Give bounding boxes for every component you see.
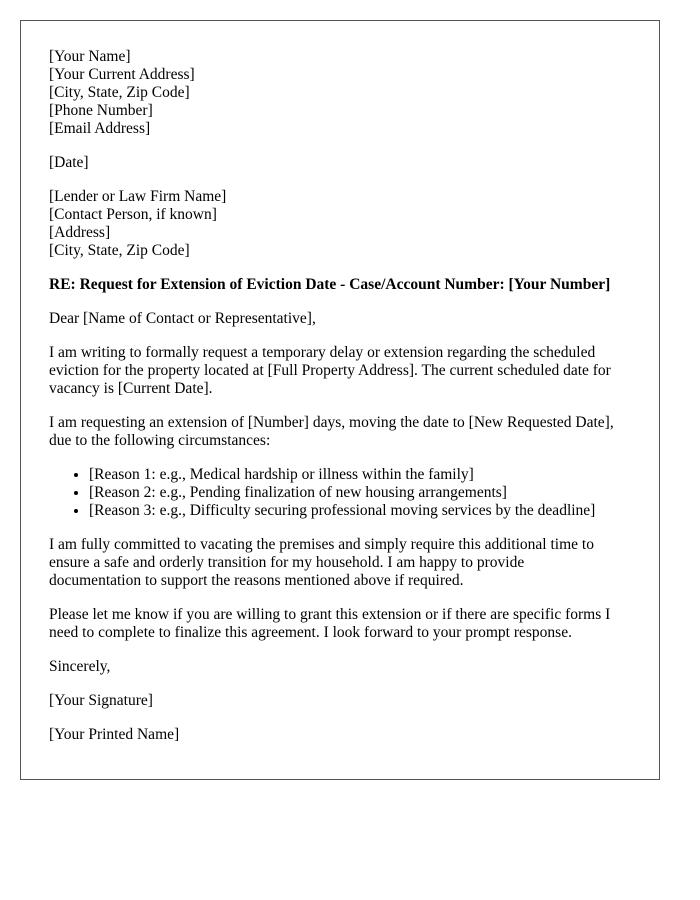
reason-item: • [Reason 3: e.g., Difficulty securing professional moving services by the deadline] [89, 502, 649, 520]
commitment-paragraph [49, 536, 649, 590]
sender-name: [Your Name] [49, 48, 131, 65]
date-block [49, 154, 649, 172]
intro-line: vacancy is [Current Date]. [49, 380, 213, 397]
intro-line: eviction for the property located at [Full Property Address]. The current scheduled date for [49, 362, 611, 379]
closing-line: need to complete to finalize this agreement. I look forward to your prompt response. [49, 624, 572, 641]
recipient-name: [Lender or Law Firm Name] [49, 188, 227, 205]
closing-paragraph [49, 606, 649, 642]
request-paragraph [49, 414, 649, 450]
request-line: due to the following circumstances: [49, 432, 271, 449]
commitment-line: I am fully committed to vacating the premises and simply require this additional time to [49, 536, 594, 553]
recipient-address: [Address] [49, 224, 111, 241]
letter-body [49, 48, 649, 760]
letter-date: [Date] [49, 154, 89, 171]
recipient-block [49, 188, 649, 260]
closing-line: Please let me know if you are willing to grant this extension or if there are specific forms I [49, 606, 611, 623]
request-line: I am requesting an extension of [Number] days, moving the date to [New Requested Date], [49, 414, 614, 431]
intro-paragraph [49, 344, 649, 398]
recipient-contact: [Contact Person, if known] [49, 206, 217, 223]
signature-placeholder: [Your Signature] [49, 692, 153, 709]
reasons-list [49, 466, 649, 520]
reason-item: • [Reason 1: e.g., Medical hardship or illness within the family] [89, 466, 649, 484]
sender-email: [Email Address] [49, 120, 151, 137]
commitment-line: ensure a safe and orderly transition for my household. I am happy to provide [49, 554, 525, 571]
intro-line: I am writing to formally request a temporary delay or extension regarding the scheduled [49, 344, 596, 361]
sign-off: Sincerely, [49, 658, 111, 675]
recipient-city-state-zip: [City, State, Zip Code] [49, 242, 190, 259]
sender-phone: [Phone Number] [49, 102, 153, 119]
subject-line: RE: Request for Extension of Eviction Date - Case/Account Number: [Your Number] [49, 276, 611, 293]
sender-address: [Your Current Address] [49, 66, 195, 83]
commitment-line: documentation to support the reasons mentioned above if required. [49, 572, 464, 589]
sender-block [49, 48, 649, 138]
printed-name: [Your Printed Name] [49, 726, 180, 743]
reason-item: • [Reason 2: e.g., Pending finalization of new housing arrangements] [89, 484, 649, 502]
sender-city-state-zip: [City, State, Zip Code] [49, 84, 190, 101]
salutation: Dear [Name of Contact or Representative], [49, 310, 316, 327]
